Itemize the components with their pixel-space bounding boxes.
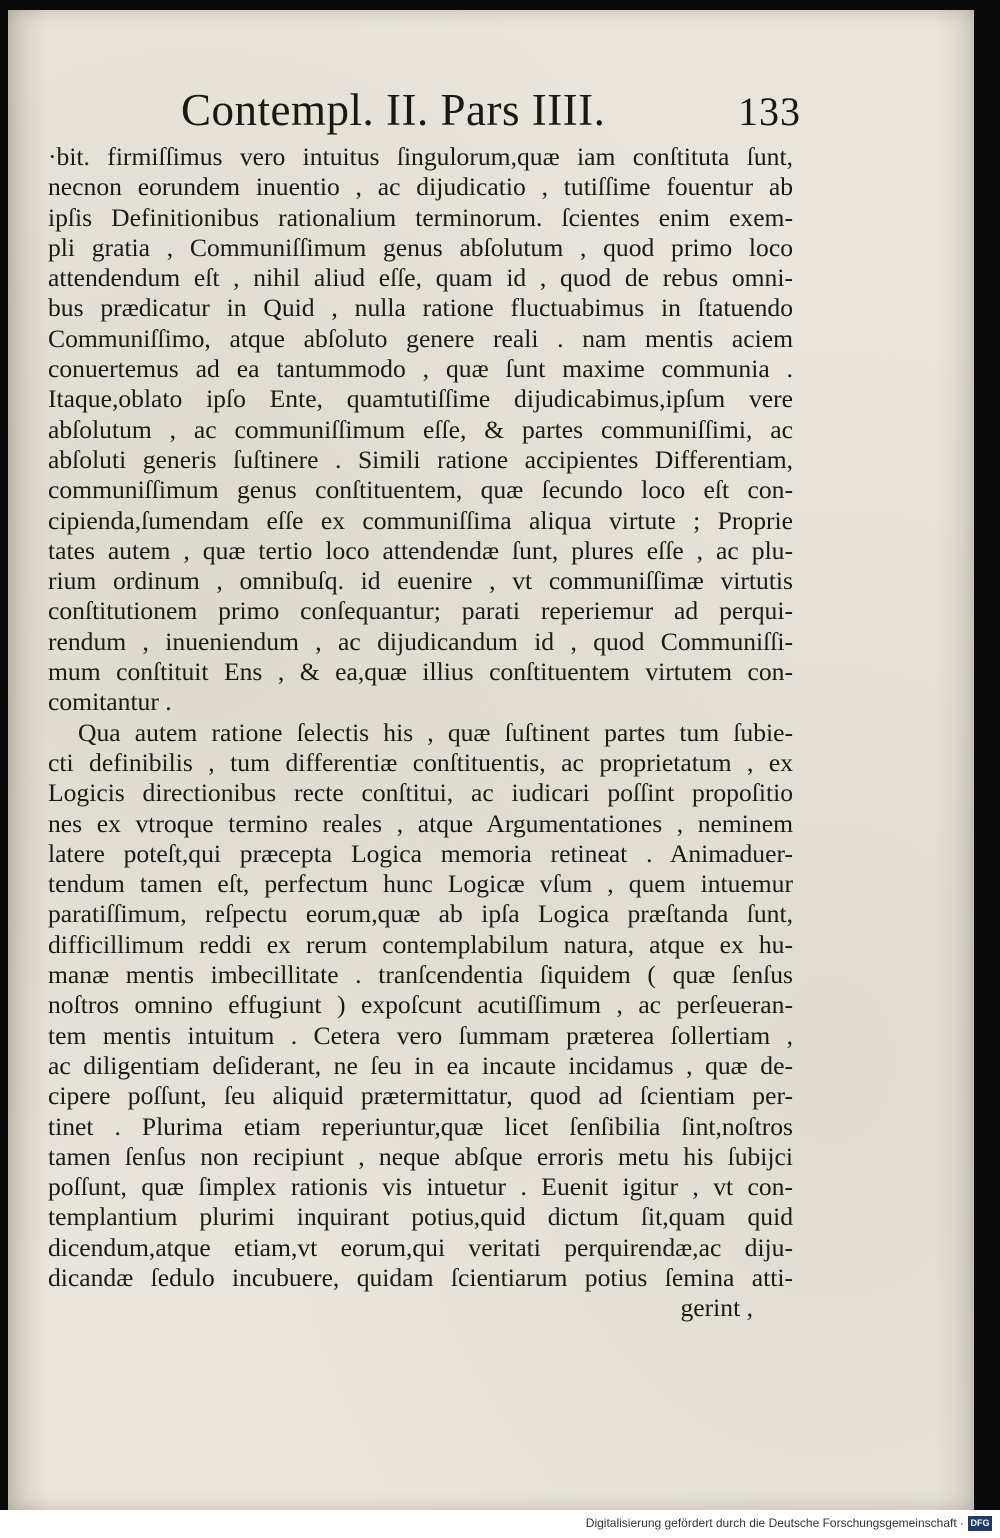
text-line: Communiſſimo, atque abſoluto genere reali . nam mentis aciem: [48, 323, 793, 353]
text-line: dicandæ ſedulo incubuere, quidam ſcientiarum potius ſemina atti-: [48, 1262, 793, 1292]
text-line: comitantur .: [48, 687, 172, 717]
page-number: 133: [738, 89, 801, 134]
text-line: attendendum eſt , nihil aliud eſſe, quam id , quod de rebus omni-: [48, 263, 793, 293]
text-line: tendum tamen eſt, perfectum hunc Logicæ vſum , quem intuemur: [48, 869, 793, 899]
text-line: rium ordinum , omnibuſq. id euenire , vt communiſſimæ virtutis: [48, 566, 793, 596]
text-line: Qua autem ratione ſelectis his , quæ ſuſtinent partes tum ſubie-: [78, 717, 793, 747]
text-line: tates autem , quæ tertio loco attendendæ ſunt, plures eſſe , ac plu-: [48, 535, 793, 565]
text-line: tinet . Plurima etiam reperiuntur,quæ licet ſenſibilia ſint,noſtros: [48, 1111, 793, 1141]
paragraph-1: [48, 142, 793, 718]
text-line: cipere poſſunt, ſeu aliquid prætermittatur, quod ad ſcientiam per-: [48, 1081, 793, 1111]
text-line: tamen ſenſus non recipiunt , neque abſque erroris metu his ſubijci: [48, 1141, 793, 1171]
text-line: cipienda,ſumendam eſſe ex communiſſima aliqua virtute ; Proprie: [48, 505, 793, 535]
funding-credit: Digitalisierung gefördert durch die Deutsche Forschungsgemeinschaft ·: [585, 1516, 964, 1530]
text-line: conuertemus ad ea tantummodo , quæ ſunt maxime communia .: [48, 354, 793, 384]
text-line: tem mentis intuitum . Cetera vero ſummam præterea ſollertiam ,: [48, 1020, 793, 1050]
digitization-footer: [0, 1510, 1000, 1538]
dfg-logo: DFG: [968, 1516, 992, 1531]
text-line: bus prædicatur in Quid , nulla ratione fluctuabimus in ſtatuendo: [48, 293, 793, 323]
catchword: gerint ,: [680, 1293, 753, 1323]
text-line: templantium plurimi inquirant potius,quid dictum ſit,quam quid: [48, 1202, 793, 1232]
text-line: difficillimum reddi ex rerum contemplabilum natura, atque ex hu-: [48, 929, 793, 959]
text-line: necnon eorundem inuentio , ac dijudicatio , tutiſſime fouentur ab: [48, 172, 793, 202]
text-line: manæ mentis imbecillitate . tranſcendentia ſiquidem ( quæ ſenſus: [48, 960, 793, 990]
text-line: mum conſtituit Ens , & ea,quæ illius conſtituentem virtutem con-: [48, 657, 793, 687]
text-line: abſolutum , ac communiſſimum eſſe, & partes communiſſimi, ac: [48, 414, 793, 444]
text-line: communiſſimum genus conſtituentem, quæ ſecundo loco eſt con-: [48, 475, 793, 505]
body-text: [48, 142, 793, 1324]
book-page: [8, 10, 974, 1510]
text-line: paratiſſimum, reſpectu eorum,quæ ab ipſa Logica præſtanda ſunt,: [48, 899, 793, 929]
text-line: Itaque,oblato ipſo Ente, quamtutiſſime dijudicabimus,ipſum vere: [48, 384, 793, 414]
running-head: Contempl. II. Pars IIII.: [181, 85, 606, 135]
text-line: pli gratia , Communiſſimum genus abſolutum , quod primo loco: [48, 232, 793, 262]
text-line: nes ex vtroque termino reales , atque Argumentationes , neminem: [48, 808, 793, 838]
text-line: noſtros omnino effugiunt ) expoſcunt acutiſſimum , ac perſeueran-: [48, 990, 793, 1020]
text-line: ·bit. firmiſſimus vero intuitus ſingulorum,quæ iam conſtituta ſunt,: [48, 142, 793, 171]
text-line: cti definibilis , tum differentiæ conſtituentis, ac proprietatum , ex: [48, 747, 793, 777]
text-line: abſoluti generis ſuſtinere . Simili ratione accipientes Differentiam,: [48, 444, 793, 474]
text-line: poſſunt, quæ ſimplex rationis vis intuetur . Euenit igitur , vt con-: [48, 1172, 793, 1202]
text-line: ipſis Definitionibus rationalium terminorum. ſcientes enim exem-: [48, 202, 793, 232]
text-line: dicendum,atque etiam,vt eorum,qui veritati perquirendæ,ac diju-: [48, 1232, 793, 1262]
text-line: latere poteſt,qui præcepta Logica memoria retineat . Animaduer-: [48, 838, 793, 868]
paragraph-2: [48, 718, 793, 1294]
text-line: Logicis directionibus recte conſtitui, ac iudicari poſſint propoſitio: [48, 778, 793, 808]
page-header: [181, 78, 801, 142]
text-line: ac diligentiam deſiderant, ne ſeu in ea incaute incidamus , quæ de-: [48, 1050, 793, 1080]
text-line: rendum , inueniendum , ac dijudicandum id , quod Communiſſi-: [48, 626, 793, 656]
text-line: conſtitutionem primo conſequantur; parati reperiemur ad perqui-: [48, 596, 793, 626]
